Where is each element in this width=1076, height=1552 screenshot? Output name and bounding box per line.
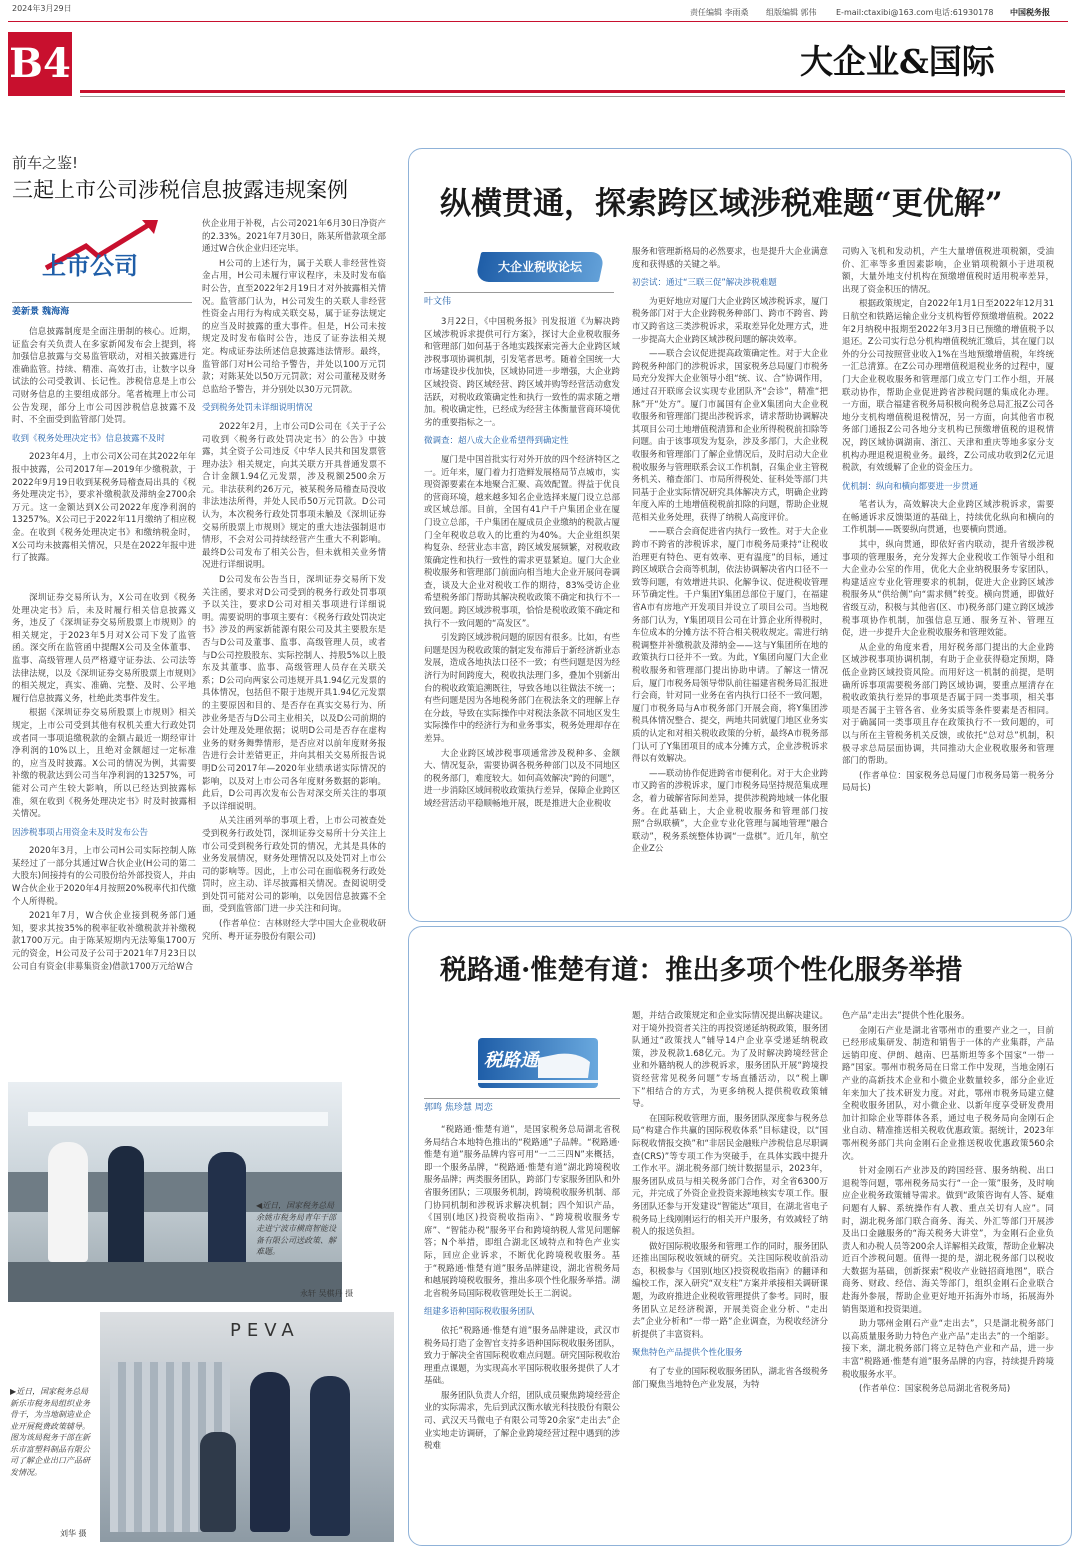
peva-sign: PEVA — [230, 1320, 300, 1341]
paragraph: 针对金刚石产业涉及的跨国经营、服务纳税、出口退税等问题，鄂州税务局实行“一企一策”服务，及时响应企业税务政策辅导需求。做到“政策咨询有人答、疑难问题有人解、系统操作有人教、重点关切有人应”。同时，湖北税务部门联合商务、海关、外汇等部门开展涉及出口金融服务的“海关税务大讲堂”，为金刚石企业负责人和办税人员等200余人详解相关政策，帮助企业解决近百个涉税问题。值得一提的是，湖北税务部门以税收大数据为基础，创新探索“税收产业链招商地图”，联合商务、财政、经信、海关等部门，组织金刚石企业联合赴海外参展，帮助企业更好地开拓海外市场，拓展海外销售渠道和投资渠道。 — [842, 1166, 1054, 1315]
paragraph: 助力鄂州金刚石产业“走出去”，只是湖北税务部门以高质量服务助力特色产业产品“走出去”的一个缩影。接下来，湖北税务部门将立足特色产业和产品，进一步丰富“税路通·惟楚有道”服务品牌的内容，持续提升跨境税收服务水平。 — [842, 1319, 1054, 1380]
paragraph: 从关注函列举的事项上看，上市公司被查处受到税务行政处罚，深圳证券交易所十分关注上市公司受到税务行政处罚的情况，尤其是具体的业务发展情况，财务处理情况以及处罚对上市公司的影响等。因此，上市公司在面临税务行政处罚时，应主动、详尽披露相关情况。查阅说明受到处罚可能对公司的影响，以免因信息披露不全面，受到监管部门进一步关注和问询。 — [202, 816, 386, 915]
section-title: 大企业&国际 — [800, 42, 995, 81]
paragraph: 信息披露制度是全面注册制的核心。近期，证监会有关负责人在多家新闻发布会上提到，将加强信息披露与交易监管联动，对相关披露进行准确监管。持续、精准、高效打击，让数字以身试法的公司受教训、长记性。涉税信息是上市公司财务信息的主要组成部分。笔者梳理上市公司公告发现，部分上市公司因涉税信息披露不及时、不全面受到监管部门处罚。 — [12, 327, 196, 426]
logo-text: 上市公司 — [42, 251, 138, 280]
author-credit: (作者单位：国家税务总局湖北省税务局) — [859, 1384, 1011, 1395]
article1-column-2 — [632, 246, 828, 916]
paragraph: 笔者认为，高效解决大企业跨区域涉税诉求，需要在畅通诉求反馈渠道的基础上，持续优化纵向和横向的工作机制——既要纵向贯通，也要横向贯通。 — [842, 500, 1054, 536]
article2-author-rule — [424, 1098, 620, 1099]
paragraph: 色产品“走出去”提供个性化服务。 — [842, 1011, 970, 1021]
paragraph: 3月22日，《中国税务报》刊发报道《为解决跨区域涉税诉求提供可行方案》，探讨大企业税收服务和管理部门如何基于各地实践探索完善大企业跨区域涉税事项协调机制，引发笔者思考。随着全国统一大市场建设步伐加快，区域协同进一步增强，大企业跨区域投资、跨区域经营、跨区域并购等经营活动愈发活跃，对税收政策确定性和执行一致性的需求随之增加。税收确定性，已经成为经营主体衡量营商环境优劣的重要指标之一。 — [424, 317, 620, 428]
article2-headline: 税路通·惟楚有道：推出多项个性化服务举措 — [440, 955, 963, 986]
article2-column-3 — [842, 1010, 1054, 1540]
email: E-mail:ctaxibi@163.com — [836, 8, 934, 17]
paragraph: 2020年3月，上市公司H公司实际控制人陈某经过了一部分其通过W合伙企业(H公司的第二大股东)间接持有的公司股份给外部投资人，并由W合伙企业于2020年4月按照20%税率代扣代缴个人所得税。 — [12, 846, 196, 907]
paragraph: 为更好地应对厦门大企业跨区域涉税诉求，厦门税务部门对于大企业跨税务种部门、跨市不跨省、跨市又跨省这三类涉税诉求，采取差异化处理方式，进一步提高大企业跨区域涉税问题的解决效率。 — [632, 296, 828, 345]
subheading: 聚焦特色产品提供个性化服务 — [632, 1348, 743, 1359]
forum-banner — [475, 252, 605, 282]
paragraph: 从企业的角度来看，用好税务部门提出的大企业跨区域涉税事项协调机制，有助于企业获得稳定预期，降低企业跨区域投资风险。而用好这一机制的前提，是明确所诉事项需要税务部门跨区域协调，要重点厘清存在税收政策执行差异的事项是否属于同一类事项，相关事项是否属于主管各省、业务实质等条件要素是否相同。对于确属同一类事项且存在政策执行不一致问题的，可以与所在主管税务机关反馈，或依托“总对总”机制，积极寻求总局层面协调，共同推动大企业税收服务和管理部门的帮助。 — [842, 642, 1054, 767]
section-rule — [80, 90, 1065, 93]
page-code: B4 — [9, 40, 71, 87]
paragraph: 其中，纵向贯通，即依好省内联动，提升省级涉税事项的管理服务，充分发挥大企业税收工作领导小组和大企业办公室的作用，优化大企业纳税服务专家团队，构建适应专业化管理要求的机制，促进大企业跨区域涉税服务从“供给侧”向“需求侧”转变。横向贯通，即做好省级互动，积极与其他省(区、市)税务部门建立跨区域涉税事项协作机制，加强信息互通、服务互补、管理互促，进一步提升大企业税收服务和管理效能。 — [842, 540, 1054, 639]
photo-credit-2: 刘华 摄 — [60, 1529, 87, 1538]
article2-column-2 — [632, 1010, 828, 1540]
photo-caption-1 — [256, 1200, 336, 1258]
left-column-1b — [12, 592, 196, 1072]
article2-column-1 — [424, 1124, 620, 1540]
paragraph: 2022年2月，上市公司D公司在《关于子公司收到〈税务行政处罚决定书〉的公告》中披露，其全资子公司违反《中华人民共和国发票管理办法》相关规定，向其关联方开具普通发票不合计金额1.94亿元发票，涉及税额2500余万元。非法获利约26万元，被某税务局稽查局没收非法违法所得，并处人民币50万元罚款。D公司认为，本次税务行政处罚事项未触及《深圳证券交易所股票上市规则》规定的重大违法强制退市情形，不会对公司持续经营产生重大不利影响。最终D公司发布了相关公告，但未就相关业务情况进行详细说明。 — [202, 421, 386, 571]
photo-credit-1: 永轩 吴棋丹 摄 — [300, 1289, 354, 1298]
article1-author-rule — [424, 292, 614, 293]
left-author: 姜新景 魏海海 — [12, 307, 70, 317]
paragraph: 依托“税路通·惟楚有道”服务品牌建设，武汉市税务局打造了金智官支持多语种国际税收服务团队，致力于解决全省国际税收难点问题。研究国际税收治理重点课题，为实现高水平国际税收服务提供了人才基础。 — [424, 1325, 620, 1387]
paragraph: D公司发布公告当日，深圳证券交易所下发关注函，要求对D公司受到的税务行政处罚事项予以关注，要求D公司对相关事项进行详细说明。需要说明的事项主要有：《税务行政处罚决定书》涉及的两家新能源有限公司及其主要股东是否与D公司及董事、监事、高级管理人员，或者与D公司控股股东、实际控制人、持股5%以上股东及其董事、监事、高级管理人员存在关联关系；D公司向两家公司违规开具1.94亿元发票的具体情况，包括但不限于违规开具1.94亿元发票的主要原因和目的、是否存在真实交易行为、所涉业务是否与D公司主业相关，以及D公司前期的会计处理及处理依据；说明D公司是否存在虚构业务的财务舞弊情形，是否应对以前年度财务报告进行会计差错更正，并向其相关交易所报告说明D公司2017年—2020年业绩承诺实际情况的影响，以及对上市公司各年度财务数据的影响。此后，D公司再次发布公告对深交所关注的事项予以详细说明。 — [202, 575, 386, 812]
listed-company-logo — [38, 216, 168, 282]
photo-factory-visit — [8, 1082, 342, 1302]
article1-column-3 — [842, 246, 1054, 916]
subheading: 初尝试：通过“三联三促”解决涉税难题 — [632, 278, 777, 289]
left-headline: 三起上市公司涉税信息披露违规案例 — [12, 178, 348, 202]
author-credit: (作者单位：吉林财经大学中国大企业税收研究所、粤开证券股份有限公司) — [202, 919, 386, 942]
subheading: 组建多语种国际税收服务团队 — [424, 1307, 535, 1318]
article1-column-1 — [424, 316, 620, 916]
left-kicker: 前车之鉴! — [12, 154, 79, 172]
tax-road-banner — [478, 1038, 598, 1088]
subheading: 收到《税务处理决定书》信息披露不及时 — [12, 433, 166, 444]
layout-credit: 组版编辑 郭伟 — [766, 8, 817, 17]
issue-date: 2024年3月29日 — [12, 4, 72, 13]
paragraph: 根据政策规定，自2022年1月1日至2022年12月31日航空和铁路运输企业分支机构暂停预缴增值税。2022年2月纳税申报期至2022年3月3日已预缴的增值税予以退还。Z公司实行总分机构增值税统汇缴后，其在厦门以外的分公司按照营业收入1%在当地预缴增值税，年终统一汇总清算。在Z公司办理增值税退税业务的过程中，厦门大企业税收服务和管理部门成立专门工作小组，开展联动协作，帮助企业促进跨省涉税问题的集成化办理。一方面，联合福建省税务局积极向税务总局汇报Z公司各地分支机构增值税退税情况，另一方面，向其他省市税务部门通报Z公司各地分支机构已预缴增值税的退税情况，跨区域协调湖南、浙江、天津和重庆等地多家分支机构办理退税退税业务。最终，Z公司成功收到2亿元退税款，有效缓解了企业的资金压力。 — [842, 299, 1054, 474]
paragraph: 在国际税收管理方面，服务团队深度参与税务总局“构建合作共赢的国际税收体系”目标建设，以“国际税收情报交换”和“非居民金融账户涉税信息尽职调查(CRS)”等专项工作为突破手，在具体实践中提升工作水平。湖北税务部门统计数据显示，2023年，服务团队成员与相关税务部门合作，对全省6300万元，并完成了外资企业投资来源地核实专项工作。服务团队还参与开发建设“智能达”项目，在湖北省电子税务局上线刚刚运行的相关开户服务，有效减轻了纳税人的报送负担。 — [632, 1113, 828, 1238]
photo-caption-2 — [10, 1386, 96, 1478]
paper-name: 中国税务报 — [1010, 8, 1050, 17]
caption-text: ▶近日，国家税务总局新乐市税务局组织业务骨干，为当地制造业企业开展税费政策辅导。图为该局税务干部在新乐市富塑料制品有限公司了解企业出口产品研发情况。 — [10, 1387, 90, 1477]
page-code-badge — [8, 32, 72, 96]
paragraph: 伙企业用于补税，占公司2021年6月30日净资产的2.33%。2021年7月30日，陈某所借款项全部通过W合伙企业归还完毕。 — [202, 219, 386, 255]
photo-warehouse — [100, 1312, 394, 1542]
left-column-2 — [202, 218, 386, 1072]
article1-headline: 纵横贯通，探索跨区域涉税难题“更优解” — [440, 186, 1003, 222]
subheading: 微调查：超八成大企业希望得到确定性 — [424, 436, 569, 447]
editor-credit: 责任编辑 李雨桑 — [690, 8, 749, 17]
paragraph: 2021年7月，W合伙企业接到税务部门通知，要求其按35%的税率征收补缴税款并补缴税款1700万元。由于陈某短期内无法筹集1700万元的资金，H公司及子公司于2021年7月23日以公司自有资金(非募集资金)借款1700万元给W合 — [12, 911, 196, 972]
subheading: 因涉税事项占用资金未及时发布公告 — [12, 827, 149, 838]
subheading: 优机制：纵向和横向都要进一步贯通 — [842, 481, 979, 492]
paragraph: 司购入飞机和发动机，产生大量增值税进项税额，受油价、汇率等多重因素影响，企业销项税额小于进项税额，大量外地支付机构在预缴增值税时适用税率差异，出现了资金积压的情况。 — [842, 247, 1054, 295]
subheading: 受到税务处罚未详细说明情况 — [202, 403, 313, 414]
phone: 电话:61930178 — [934, 8, 994, 17]
article1-author: 叶文伟 — [424, 297, 452, 307]
section-rule-thin — [80, 96, 1065, 97]
article2-author: 郭鸣 焦珍慧 周恋 — [424, 1103, 493, 1113]
caption-text: ◀近日，国家税务总局余姚市税务局青年干部走进宁波市横商智能设备有限公司送政策、解难题。 — [256, 1201, 336, 1256]
left-author-rule — [12, 302, 192, 303]
paragraph: 深圳证券交易所认为，X公司在收到《税务处理决定书》后，未及时履行相关信息披露义务，违反了《深圳证券交易所股票上市规则》的相关规定，于2023年5月对X公司下发了监管函。深交所在监管函中提醒X公司及全体董事、监事、高级管理人员严格遵守证券法、公司法等法律法规，以及《深圳证券交易所股票上市规则》的相关规定，真实、准确、完整、及时、公平地履行信息披露义务，杜绝此类事件发生。 — [12, 593, 196, 704]
paragraph: 服务和管理新格局的必然要求，也是提升大企业满意度和获得感的关键之举。 — [632, 247, 828, 270]
paragraph: 根据《深圳证券交易所股票上市规则》相关规定，上市公司受到其他有权机关重大行政处罚或者同一事项追缴税款的金额占最近一期经审计净利润的10%以上，且绝对金额超过一定标准的，应当及时披露。X公司的情况为例，其需要补缴的税款达到公司当年净利润的13257%，可能对公司产生较大影响，所以已经达到披露标准，须在收到《税务处理决定书》时及时披露相关情况。 — [12, 708, 196, 820]
paragraph: ——联合会商促进省内执行一致性。对于大企业跨市不跨省的涉税诉求，厦门市税务局秉持“让税收治理更有特色、更有效率、更有温度”的目标，通过跨区域联合会商等机制，依法协调解决省内口径不一致等问题，有效增进共识、化解争议、促进税收管理环节确定性。千户集团Y集团总部位于厦门，在福建省A市有房地产开发项目并设立了项目公司。当地税务部门认为，Y集团项目公司在计算企业所得税时，车位成本的分摊方法不符合相关税收规定。需进行纳税调整并补缴税款及滞纳金——这与Y集团所在地的政策执行口径并不一致。为此，Y集团向厦门大企业税收服务和管理部门提出协助申请。了解这一情况后，厦门市税务局领导带队前往福建省税务局汇报进行会商，针对同一业务在省内执行口径不一致问题，厦门市税务局与A市税务部门开展会商，将Y集团涉税具体情况整合、提交，两地共同就厦门地区业务实质的认定和对相关税收政策的分析，最终A市税务部门认可了Y集团项目的成本分摊方式，企业涉税诉求得以有效解决。 — [632, 527, 828, 765]
forum-banner-label: 大企业税收论坛 — [497, 260, 582, 274]
paragraph: 有了专业的国际税收服务团队，湖北省各级税务部门聚焦当地特色产业发展，为特 — [632, 1367, 828, 1390]
author-credit: (作者单位：国家税务总局厦门市税务局第一税务分局局长) — [842, 770, 1054, 794]
paragraph: 服务团队负责人介绍，团队成员聚焦跨境经营企业的实际需求，先后到武汉衡水敏光科技股份有限公司、武汉天马微电子有限公司等20余家“走出去”企业实地走访调研，了解企业跨境经营过程中遇到的涉税难 — [424, 1390, 620, 1452]
top-rule — [8, 21, 1068, 22]
paragraph: 2023年4月，上市公司X公司在其2022年年报中披露，公司2017年—2019年少缴税款，于2022年9月19日收到某税务局稽查局出具的《税务处理决定书》，要求补缴税款及滞纳金2700余万元。这一金额达到X公司2022年度净利润的13257%。X公司已于2022年11月缴纳了相应税金。在收到《税务处理决定书》和缴纳税金时，X公司均未披露相关情况，只是在2022年报中进行了披露。 — [12, 452, 196, 564]
paragraph: 大企业跨区域涉税事项通常涉及税种多、金额大、情况复杂，需要协调各税务种部门以及不同地区的税务部门，难度较大。如何高效解决“跨的问题”，进一步消除区域间税收政策执行差异，保障企业跨区域经营活动平稳顺畅地开展，既是推进大企业税收 — [424, 748, 620, 809]
paragraph: 厦门是中国首批实行对外开放的四个经济特区之一。近年来，厦门着力打造鲜发展格局节点城市，实现资源要素在本地聚合汇聚、高效配置。得益于优良的营商环境，越来越多知名企业选择来厦门设立总部或区域总部。目前，全国有41户千户集团企业在厦门设立总部，千户集团在厦成员企业缴纳的税款占厦门全年税收总收入的比重约为40%。大企业组织架构复杂、经营业态丰富，跨区域发展频繁，对税收政策确定性和执行一致性的需求更显紧迫。厦门大企业税收服务和管理部门前面向相当地大企业开展问卷调查，谈及大企业对税收工作的期待，83%受访企业希望税务部门帮助其解决税收政策不确定和执行不一致问题。跨区域涉税事项，恰恰是税收政策不确定和执行不一致问题的“高发区”。 — [424, 454, 620, 629]
paragraph: 做好国际税收服务和管理工作的同时，服务团队还推出国际税收领域的研究。关注国际税收前沿动态，积极参与《国别(地区)投资税收指南》的翻译和编校工作，深入研究“双支柱”方案并承接相关调研课题，为政府推进企业税收管理提供了参考。同时，服务团队立足经济税源，开展美资企业分析、“走出去”企业分析和“一带一路”企业调查，为税收经济分析提供了丰富资料。 — [632, 1241, 828, 1340]
paragraph: 金刚石产业是湖北省鄂州市的重要产业之一，目前已经形成集研发、制造和销售于一体的产业集群，产品远销印度、伊朗、越南、巴基斯坦等多个国家“一带一路”国家。鄂州市税务局在日常工作中发现，当地金刚石产业的高新技术企业和小微企业数量较多，部分企业近年来加大了技术研发力度。对此，鄂州市税务局建立健全税收服务团队，对小微企业、以新年度享受研发费用加计扣除企业等群体各系，通过电子税务局向金刚石企业自动、精准推送相关税收优惠政策。据统计，2023年鄂州税务部门共向金刚石企业推送税收优惠政策560余次。 — [842, 1025, 1054, 1162]
paragraph: 题，并结合政策规定和企业实际情况提出解决建议。对于境外投资者关注的再投资递延纳税政策，服务团队通过“政策找人”辅导14户企业享受递延纳税政策，涉及税款1.68亿元。为了及时解决跨境经营企业和外籍纳税人的涉税诉求，服务团队开展“跨境投资经营常见税务问题”专场直播活动，以“税上聊下”相结合的方式，为更多纳税人提供税收政策辅导。 — [632, 1011, 828, 1110]
paragraph: ——联合会议促进提高政策确定性。对于大企业跨税务种部门的涉税诉求，国家税务总局厦门市税务局充分发挥大企业领导小组“统、议、合”协调作用，通过召开联席会议实现专业团队齐“会诊”，精准“把脉”开“处方”。厦门市属国有企业X集团向大企业税收服务和管理部门提出涉税诉求，请求帮助协调解决其项目公司土地增值税清算和企业所得税税前扣除等问题。由于该事项发为复杂，涉及多部门，大企业税收服务和管理部门了解企业情况后，及时启动大企业税收服务与管理联系会议工作机制，召集企业主管税务机关、稽查部门、市局所得税处、征科处等部门共同基于企业实际情况研究具体解决方式，明确企业跨年度入库的土地增值税税前扣除的问题，帮助企业规范相关业务处理，获得了纳税人高度评价。 — [632, 349, 828, 523]
paragraph: 引发跨区域涉税问题的原因有很多。比如，有些问题是因为税收政策的制定发布滞后于新经济新业态发展，造成各地执法口径不一致；有些问题是因为经济行为时间跨度大，税收执法理门多，叠加个别新出台的税收政策追溯既往，导致各地以往做法不统一；有些问题是因为各地税务部门在税法条文的理解上存在分歧，导致在实际操作中对税法条款不同地区发生实际操作中的经济行为和业务事实，税务处理却存在差异。 — [424, 633, 620, 744]
paragraph: ——联动协作促进跨省市便利化。对于大企业跨市又跨省的涉税诉求，厦门市税务局坚持规范集成理念，着力破解省际间差异，提供涉税跨地域一体化服务。在此基础上，大企业税收服务和管理部门按照“合纵联横”，大企业专业化管理与属地管理“融合联动”，税务系统整体协调“一盘棋”。近几年，航空企业Z公 — [632, 768, 828, 855]
paragraph: “税路通·惟楚有道”，是国家税务总局湖北省税务局结合本地特色推出的“税路通”子品牌。“税路通·惟楚有道”服务品牌内容可用“一二三四N”来概括，即一个服务品牌，“税路通·惟楚有道”湖北跨境税收服务品牌；两类服务团队，跨部门专家服务团队和外省服务团队；三项服务机制，跨境税收服务机制、部门协同机制和涉税诉求解决机制；四个知识产品，《国别(地区)投资税收指南》、“跨境税收服务专席”、“智能办税”服务平台和跨境纳税人常见问题解答；N个举措，即组合湖北区域特点和特色产业实际，回应企业诉求，不断优化跨境税收服务。基于“税路通·惟楚有道”服务品牌建设，湖北省税务局和越展跨境税收服务，推出多项个性化服务举措。湖北省税务局国际税收管理处长王二润说。 — [424, 1125, 620, 1299]
paragraph: H公司的上述行为，属于关联人非经营性资金占用，H公司未履行审议程序，未及时发布临时公告，直至2022年2月19日才对外披露相关情况。监管部门认为，H公司发生的关联人非经营性资金占用行为构成关联交易，属于证券法规定的应当及时披露的重大事件。但是，H公司未按规定及时发布临时公告，违反了证券法相关规定。构成证券法所述信息披露违法情形。最终，监管部门对H公司给予警告，并处以100万元罚款；对陈某处以50万元罚款；对公司董秘及财务总监给予警告，并分别处以30万元罚款。 — [202, 258, 386, 395]
tax-road-banner-label: 税路通 — [484, 1050, 538, 1071]
